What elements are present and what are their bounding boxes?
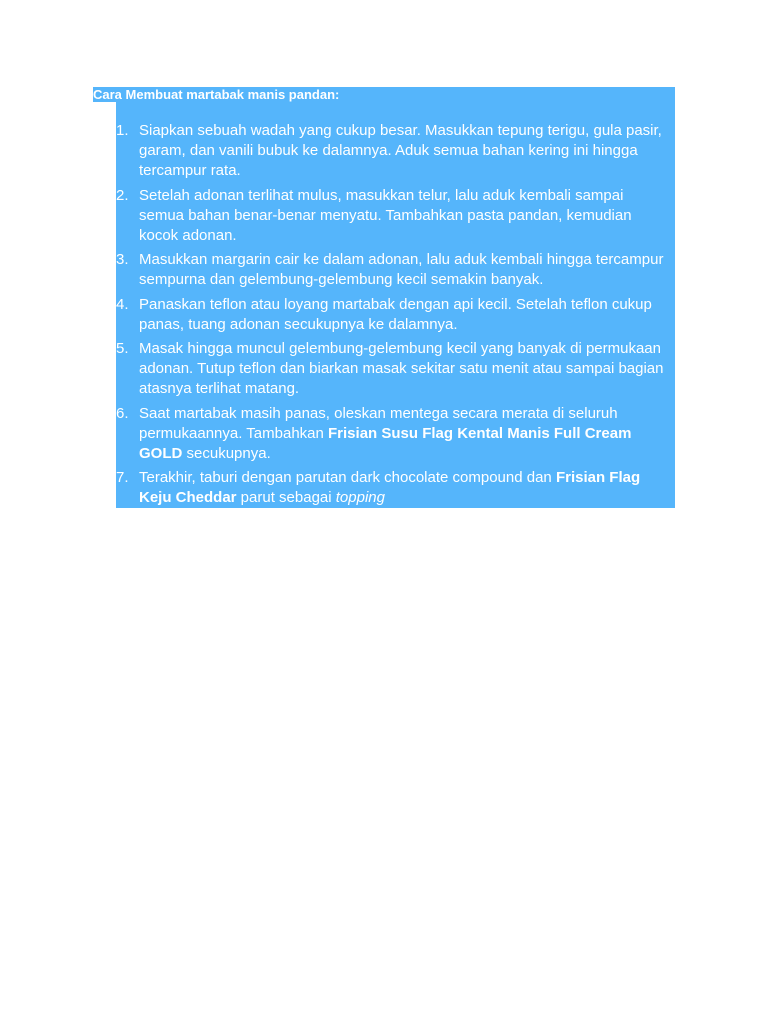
product-name-bold: Frisian Flag Keju Cheddar [139,469,641,506]
step-text-before: Terakhir, taburi dengan parutan dark chocolate compound dan [139,469,556,486]
product-name-bold: Frisian Susu Flag Kental Manis Full Cream GOLD [139,424,632,462]
step-text-after: secukupnya. [182,444,271,462]
list-item [116,121,675,181]
step-number: 3. [116,251,129,268]
list-item [116,250,675,290]
step-text: Setelah adonan terlihat mulus, masukkan telur, lalu aduk kembali sampai semua bahan benar-benar menyatu. Tambahkan pasta pandan, kemudian kocok adonan. [139,186,632,244]
step-text: Siapkan sebuah wadah yang cukup besar. Masukkan tepung terigu, gula pasir, garam, dan vanili bubuk ke dalamnya. Aduk semua bahan kering ini hingga tercampur rata. [139,122,662,179]
step-text: Masak hingga muncul gelembung-gelembung kecil yang banyak di permukaan adonan. Tutup teflon dan biarkan masak sekitar satu menit atau sampai bagian atasnya terlihat matang. [139,340,664,397]
step-number: 2. [116,186,129,204]
step-number: 1. [116,122,129,139]
list-item [116,339,675,399]
step-number: 4. [116,295,129,313]
list-item [116,404,675,464]
step-number: 7. [116,469,129,486]
document-title: Cara Membuat martabak manis pandan: [93,87,340,102]
step-text-before: Saat martabak masih panas, oleskan mentega secara merata di seluruh permukaannya. Tambahkan [139,404,618,442]
steps-list [116,121,675,513]
step-number: 5. [116,340,129,357]
step-text: Panaskan teflon atau loyang martabak dengan api kecil. Setelah teflon cukup panas, tuang adonan secukupnya ke dalamnya. [139,295,652,333]
list-item [116,186,675,246]
step-text-middle: parut sebagai [236,489,336,506]
step-number: 6. [116,404,129,422]
step-text: Masukkan margarin cair ke dalam adonan, lalu aduk kembali hingga tercampur sempurna dan gelembung-gelembung kecil semakin banyak. [139,251,664,288]
list-item [116,468,675,508]
list-item [116,295,675,335]
topping-italic: topping [335,489,385,506]
